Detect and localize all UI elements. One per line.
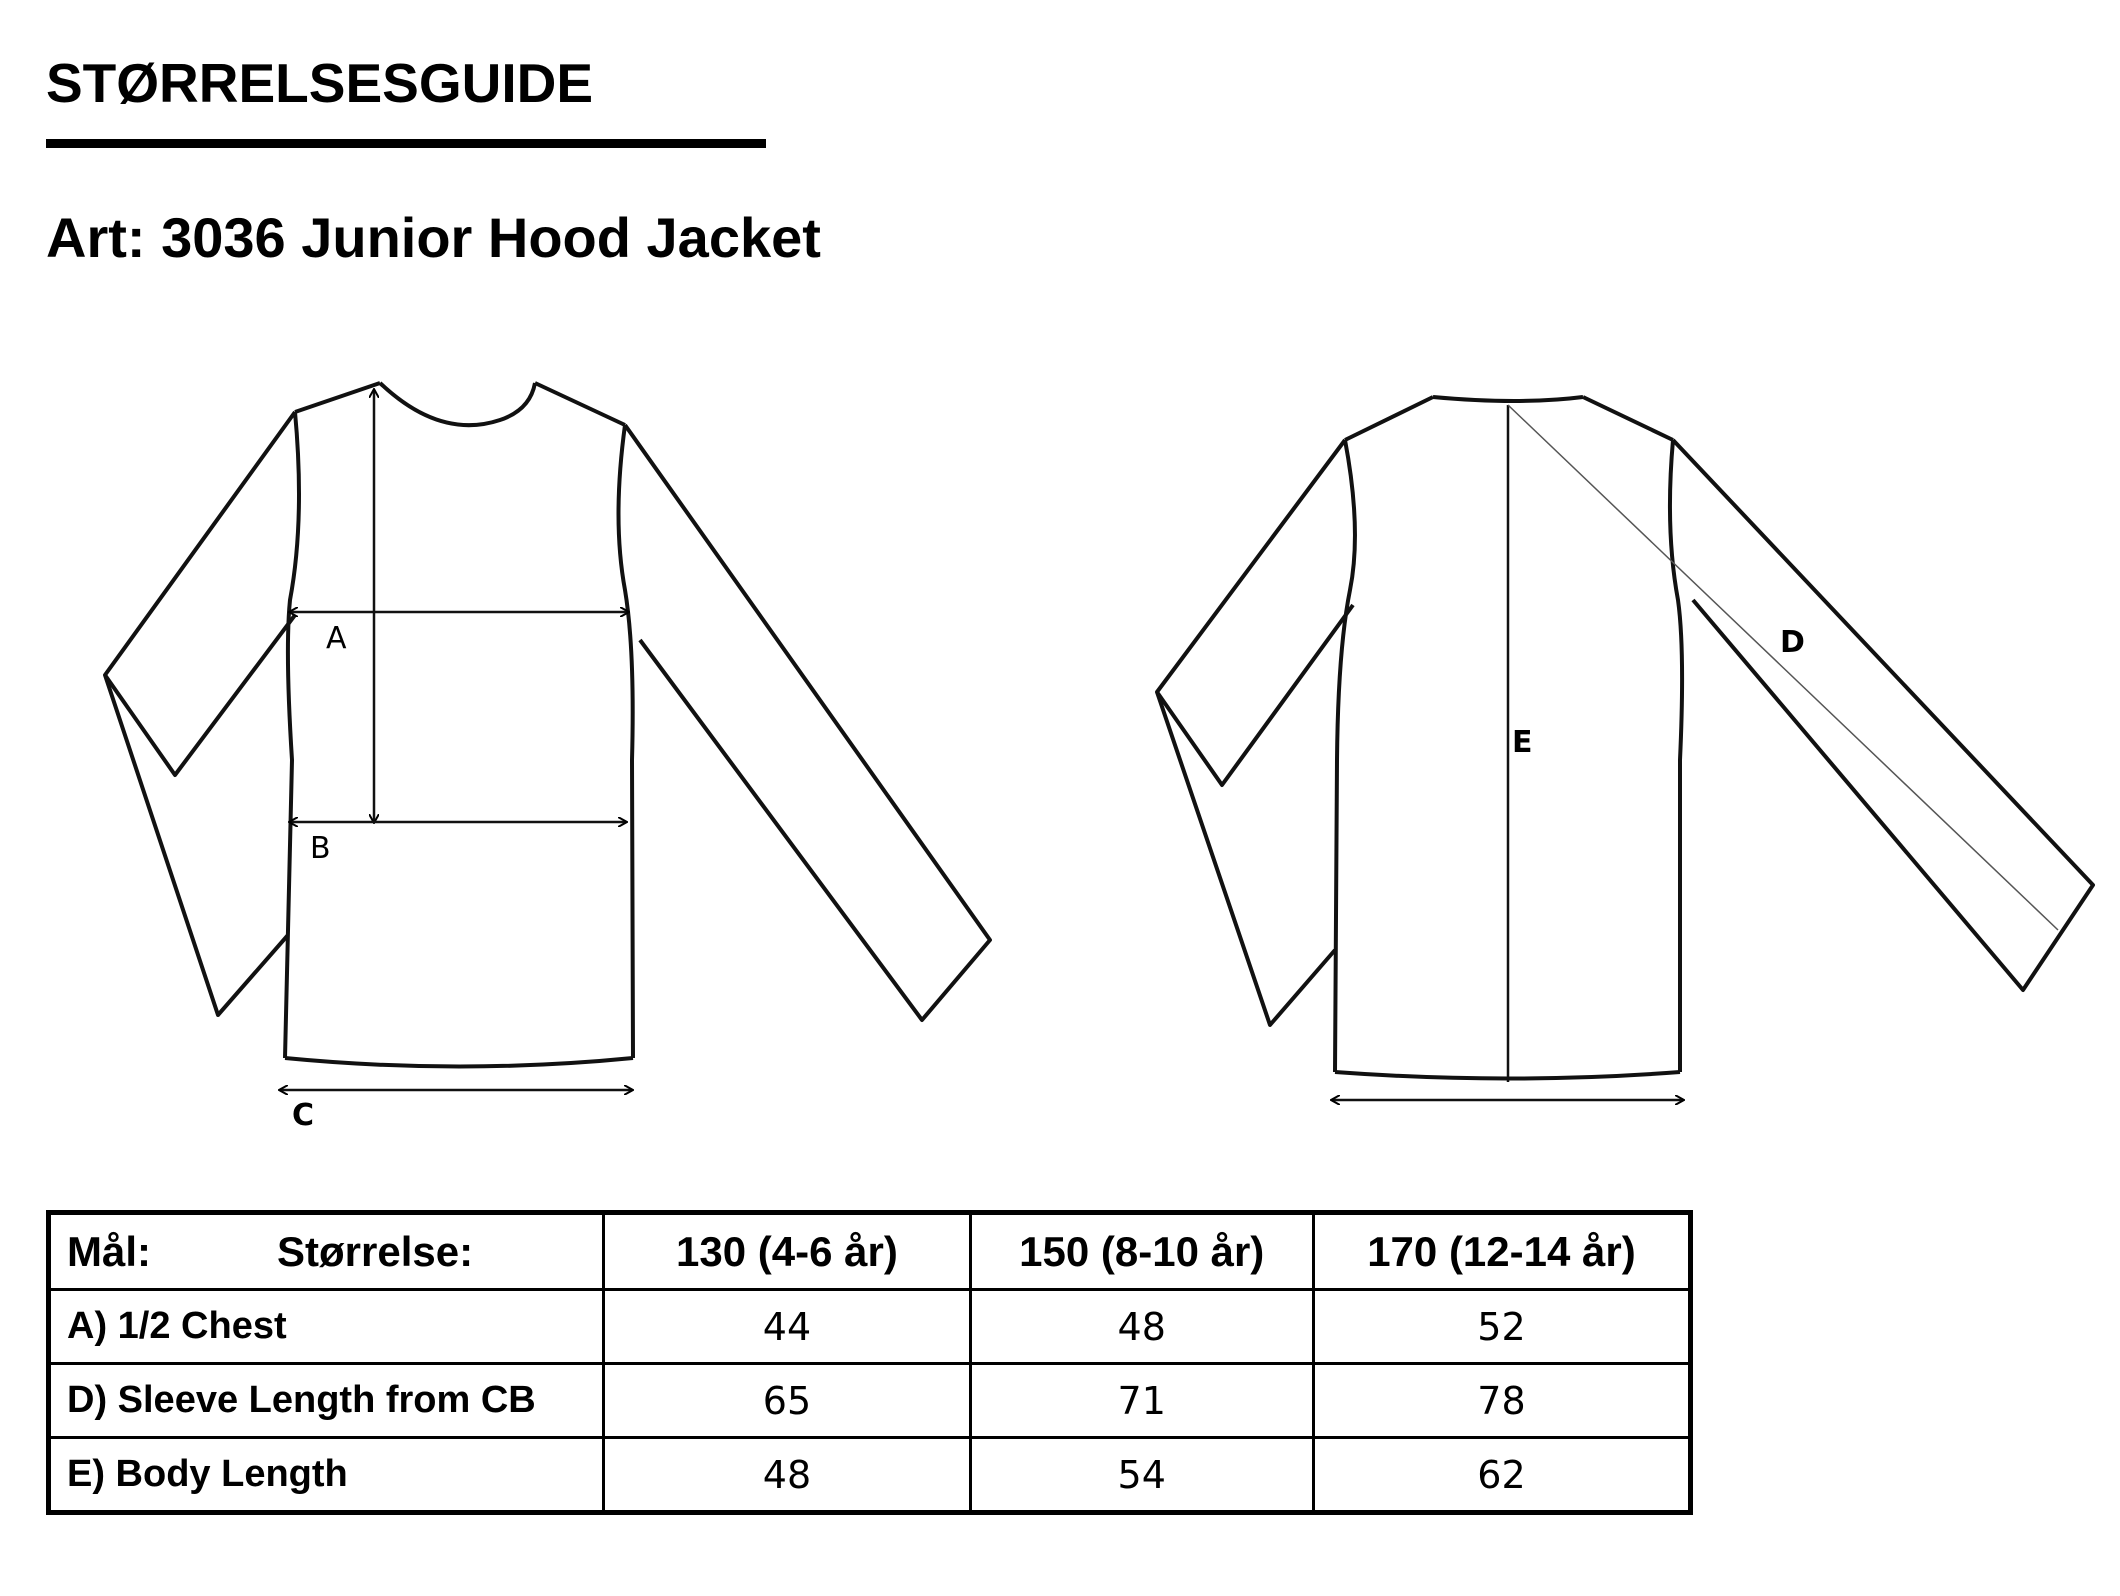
table-cell: 44 bbox=[604, 1290, 970, 1364]
size-table bbox=[46, 1210, 1693, 1515]
row-label: E) Body Length bbox=[49, 1438, 604, 1513]
front-garment-outline bbox=[105, 383, 990, 1067]
table-cell: 48 bbox=[970, 1290, 1313, 1364]
header-size: Størrelse: bbox=[277, 1227, 474, 1275]
table-header-row bbox=[49, 1213, 1691, 1290]
table-row bbox=[49, 1364, 1691, 1438]
header-measure: Mål: bbox=[67, 1227, 151, 1275]
table-cell: 65 bbox=[604, 1364, 970, 1438]
label-b: B bbox=[310, 831, 331, 866]
label-c: C bbox=[292, 1098, 315, 1133]
row-label: D) Sleeve Length from CB bbox=[49, 1364, 604, 1438]
table-row bbox=[49, 1438, 1691, 1513]
back-garment-outline bbox=[1157, 397, 2093, 1079]
column-header: 130 (4-6 år) bbox=[604, 1213, 970, 1290]
header-measure-size bbox=[49, 1213, 604, 1290]
table-cell: 78 bbox=[1313, 1364, 1690, 1438]
table-cell: 54 bbox=[970, 1438, 1313, 1513]
table-cell: 48 bbox=[604, 1438, 970, 1513]
size-guide-title: STØRRELSESGUIDE bbox=[46, 52, 594, 114]
column-header: 150 (8-10 år) bbox=[970, 1213, 1313, 1290]
table-cell: 52 bbox=[1313, 1290, 1690, 1364]
column-header: 170 (12-14 år) bbox=[1313, 1213, 1690, 1290]
table-cell: 71 bbox=[970, 1364, 1313, 1438]
label-d: D bbox=[1780, 625, 1805, 660]
back-measure-lines bbox=[1332, 405, 2058, 1100]
label-e: E bbox=[1512, 725, 1533, 760]
label-a: A bbox=[326, 621, 347, 656]
table-row bbox=[49, 1290, 1691, 1364]
front-measure-lines bbox=[280, 390, 632, 1090]
row-label: A) 1/2 Chest bbox=[49, 1290, 604, 1364]
table-cell: 62 bbox=[1313, 1438, 1690, 1513]
article-title: Art: 3036 Junior Hood Jacket bbox=[46, 206, 821, 269]
